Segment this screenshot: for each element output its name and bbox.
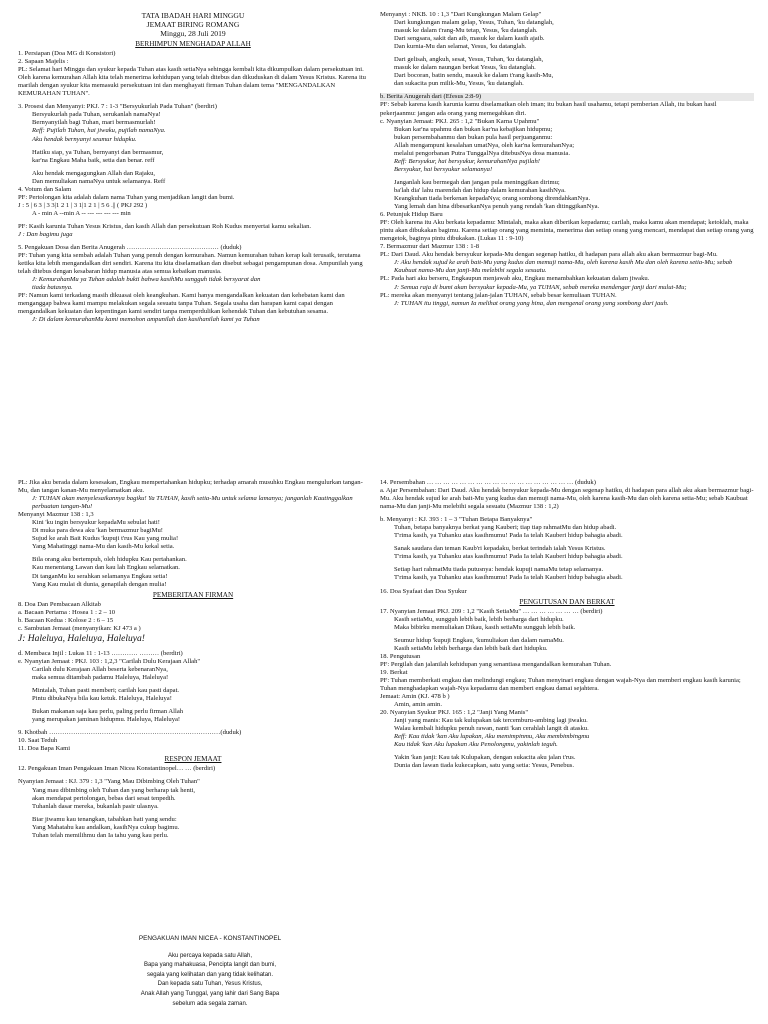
- hymn-line: Yang Mahatinggi nama-Mu dan kasih-Mu kekal setia.: [32, 543, 175, 551]
- liturgy-line: d. Membaca Injil : Lukas 11 : 1-13 ………… ……… (berdiri): [18, 649, 183, 657]
- liturgy-line: Nyanyian Jemaat : KJ. 379 : 1,3 "Yang Mau Dibimbing Oleh Tuhan": [18, 778, 200, 786]
- liturgy-paragraph: PL: Jika aku berada dalam kesesakan, Engkau mempertahankan hidupku; terhadap amarah musuhku Engkau mengulurkan tangan-Mu, dan tangan kanan-Mu menyelamatkan aku.: [18, 479, 363, 495]
- liturgy-paragraph: PF: Pertolongan kita adalah dalam nama Tuhan yang menjadikan langit dan bumi.: [18, 193, 235, 201]
- liturgy-paragraph: PF: Oleh karena itu Aku berkata kepadamu: Mintalah, maka akan diberikan kepadamu; carilah, maka kamu akan mendapat; ketoklah, maka pintu akan dibukakan bagimu. Karena setiap orang yang meminta, menerima dan setiap orang yang mencari, mendapat dan setiap orang yang mengetok, baginya pintu dibukakan. (Lukas 11 : 9-10): [380, 219, 754, 243]
- liturgy-paragraph: PF: Pergilah dan jalanilah kehidupan yang senantiasa mengandalkan kemurahan Tuhan.: [380, 660, 612, 668]
- section-heading: PENGUTUSAN DAN BERKAT: [519, 597, 615, 606]
- hymn-line: Setiap hari rahmatMu tiada putusnya: hendak kupuji namaMu tetap selamanya.: [394, 566, 604, 574]
- response-paragraph: J: TUHAN itu tinggi, namun Ia melihat orang yang hina, dan mengenal orang yang sombong dari jauh.: [394, 299, 669, 307]
- liturgy-line: c. Nyanyian Jemaat: PKJ. 265 : 1,2 "Bukan Karna Upahmu": [380, 117, 540, 125]
- liturgy-line: 20. Nyanyian Syukur PKJ. 165 : 1,2 "Janji Yang Manis": [380, 709, 529, 717]
- liturgy-line: 6. Petunjuk Hidup Baru: [380, 211, 443, 219]
- liturgy-line: 10. Saat Teduh: [18, 737, 58, 745]
- hymn-line: T'rima kasih, ya Tuhanku atas kasihmumu! Pada Ia telah Kauberi hidup bahagia abadi.: [394, 532, 623, 540]
- liturgy-part-one-body: [18, 40, 368, 325]
- hymn-line: Janji yang manis: Kau tak kulupakan tak tercemburu-ambing lagi jiwaku.: [394, 717, 588, 725]
- hymn-line: Dan kurnia-Mu dan selamat, Yesus, 'ku datanglah.: [394, 43, 527, 51]
- response-line: Reff: Bersyukur, hai bersyukur, kemurahanNya pujilah!: [394, 157, 540, 165]
- creed-line: Dan kepada satu Tuhan, Yesus Kristus,: [157, 981, 263, 988]
- liturgy-paragraph: PF: Tuhan yang kita sembah adalah Tuhan yang penuh dengan kemurahan. Namun kemurahan tuhan kerap kali terusaik, terutama ketika kita lebih mengandalkan diri sendiri. Karena itu kita diselamatkan dan disebut sebagai pengampunan dosa. Ampunilah yang telah ditebus dengan kesabaran hidup manusia atas semua kebaikan manusia.: [18, 252, 363, 276]
- liturgy-line: 3. Prosesi dan Menyanyi: PKJ. 7 : 1-3 "Bersyukurlah Pada Tuhan" (berdiri): [18, 103, 217, 111]
- hymn-line: Bukan makanan saja kau perlu, paling perlu firman Allah: [32, 708, 184, 716]
- hymn-line: Dari sengsara, sakit dan aib, masuk ke dalam kasih ajaib.: [394, 35, 545, 43]
- liturgy-line: J : 5 | 6 3 | 3 3|1 2 1 | 3 1|1 2 1 | 5 6 .|| ( PKJ 292 ): [18, 201, 148, 209]
- hymn-line: Yakin 'kan janji: Kau tak Kulupakan, dengan sukacita aku jalan t'rus.: [394, 754, 576, 762]
- liturgy-part-four: [380, 479, 754, 771]
- hymn-line: Dari kungkungan malam gelap, Yesus, Tuhan, 'ku datanglah,: [394, 19, 554, 27]
- section-heading: RESPON JEMAAT: [164, 755, 222, 764]
- hymn-line: bukan persembahanmu dan bukan pula hasil perjuanganmu:: [394, 133, 553, 141]
- hymn-line: Biar jiwamu kau tenangkan, tabahkan hati yang sendu:: [32, 815, 177, 823]
- hymn-line: Bersyukurlah pada Tuhan, serukanlah namaNya!: [32, 111, 161, 119]
- response-line: Reff: Pujilah Tuhan, hai jiwaku, pujilah namaNya.: [32, 127, 166, 135]
- hymn-line: Hatiku siap, ya Tuhan, bernyanyi dan bermasmur,: [32, 148, 164, 156]
- hymn-line: Walau kembali hidupku penuh rawan, nanti 'kan cerahlah langit di atasku.: [394, 725, 589, 733]
- liturgy-line: 4. Votum dan Salam: [18, 185, 72, 193]
- document-title: TATA IBADAH HARI MINGGU: [141, 11, 245, 20]
- liturgy-paragraph: PL: Pada hari aku berseru, Engkaupun menjawab aku, Engkau menambahkan kekuatan dalam jiwaku.: [380, 275, 650, 283]
- liturgy-paragraph: a. Ajar Persembahan: Dari Daud. Aku hendak bersyukur kepada-Mu dengan segenap hatiku, di hadapan para allah aku akan bermazmur bagi-Mu. Aku hendak sujud ke arah bait-Mu yang kudus dan memuji nama-Mu, oleh karena kasih-Mu dan oleh karena setia-Mu; sebab Kaubuat nama-Mu dan janji-Mu melebihi segala sesuatu (Mazmur 138 : 1,2): [380, 487, 754, 511]
- hymn-line: kar'na Engkau Maha baik, setia dan benar. reff: [32, 156, 155, 164]
- creed-line: Anak Allah yang Tunggal, yang lahir dari Sang Bapa: [140, 990, 280, 997]
- hymn-line: Aku hendak mengagungkan Allah dan Rajaku,: [32, 169, 156, 177]
- liturgy-line: b. Menyanyi : KJ. 393 : 1 – 3 "Tuhan Betapa Banyaknya": [380, 516, 533, 524]
- hymn-line: akan mendapat pertolongan, bebas dari sesat tenpedih.: [32, 794, 176, 802]
- creed-line: Bapa yang mahakuasa, Pencipta langit dan bumi,: [143, 962, 277, 969]
- liturgy-line: 12. Pengakuan Iman Pengakuan Iman Nicea Konstantinopel… … (berdiri): [18, 765, 216, 773]
- liturgy-line: Menyanyi Mazmur 138 : 1,3: [18, 511, 94, 519]
- response-line: J: Di dalam kemurahanMu kami memohon ampunilah dan kasihanilah kami ya Tuhan: [32, 316, 260, 324]
- hymn-line: dan sukacita pun milik-Mu, Yesus, 'ku datanglah.: [394, 80, 524, 88]
- hymn-line: Yang lemah dan hina dibesarkanNya penuh yang rendah 'kan ditinggikanNya.: [394, 203, 600, 211]
- hymn-line: Mintalah, Tuhan pasti memberi; carilah kau pasti dapat.: [32, 687, 180, 695]
- service-date: Minggu, 28 Juli 2019: [160, 29, 226, 38]
- liturgy-line: c. Sambutan Jemaat (menyanyikan: KJ 473 a ): [18, 624, 141, 632]
- liturgy-line: 9. Khotbah ……………………………………………………………………(duduk): [18, 729, 242, 737]
- church-name: JEMAAT BIRING ROMANG: [146, 20, 240, 29]
- nicene-creed-title: PENGAKUAN IMAN NICEA - KONSTANTINOPEL: [138, 935, 282, 942]
- response-line: Reff: Kau tidak 'kan Aku lupakan, Aku memimpinmu, Aku membimbingmu: [394, 733, 590, 741]
- hymn-line: Maka bibirku memuliakan Dikau, kasih setiaMu sungguh lebih baik.: [394, 623, 576, 631]
- liturgy-paragraph: PL: mereka akan menyanyi tentang jalan-jalan TUHAN, sebab besar kemuliaan TUHAN.: [380, 291, 617, 299]
- liturgy-paragraph: PF: Tuhan memberkati engkau dan melindungi engkau; Tuhan menyinari engkau dengan wajah-Nya dan memberi engkau kasih karunia; Tuhan menghadapkan wajah-Nya kepadamu dan memberi engkau damai sejahtera.: [380, 676, 741, 693]
- hymn-line: Di muka para dewa aku 'kan bermazmur bagiMu!: [32, 527, 163, 535]
- section-heading: PEMBERITAAN FIRMAN: [152, 590, 234, 599]
- liturgy-line: 7. Bermazmur dari Mazmur 138 : 1-8: [380, 243, 480, 251]
- liturgy-line: b. Berita Anugerah dari (Efesus 2:8-9): [380, 93, 754, 101]
- hymn-line: Dari bocoran, batin sendu, masuk ke dalam t'rang kasih-Mu,: [394, 72, 554, 80]
- liturgy-line: 18. Pengutusan: [380, 652, 421, 660]
- hymn-line: Keangkuhan tiada berkenan kepadaNya; orang sombong direndahkanNya.: [394, 194, 591, 202]
- hymn-line: Dunia dan lawan tiada kukecapkan, satu yang setia: Yesus, Penebus.: [394, 762, 575, 770]
- liturgy-paragraph: PF: Kasih karunia Tuhan Yesus Kristus, dan kasih Allah dan persekutuan Roh Kudus menyertai kamu sekalian.: [18, 222, 312, 230]
- hymn-line: Sujud ke arah Bait Kudus 'kupuji t'rus Kau yang mulia!: [32, 535, 179, 543]
- hymn-line: Kau menentang Lawan dan kau lah Engkau selamatkan.: [32, 564, 180, 572]
- response-line: tiada batasnya.: [32, 284, 73, 292]
- liturgy-line: b. Bacaan Kedua : Kolose 2 : 6 – 15: [18, 616, 114, 624]
- hymn-line: Kasih setiaMu lebih berharga dan lebih baik dari hidupku.: [394, 644, 548, 652]
- liturgy-paragraph: PF: Namun kami terkadang masih dikuasai oleh keangkuhan. Kami hanya mengandalkan kekuatan dan kehebatan kami dan menganggap bahwa kami mampu melakukan segala sesuatu tanpa Tuhan. Segala usaha dan harapan kami capai dengan mengandalkan kekuatan dan kepentingan kami sendiri tanpa memperdulikan kehendak Tuhan dan kebutuhan sesama.: [18, 292, 345, 316]
- liturgy-part-two: [380, 11, 754, 308]
- liturgy-line: 5. Pengakuan Dosa dan Berita Anugerah …………………………………… (duduk): [18, 244, 242, 252]
- hymn-line: Tuhanlah dasar mereka, bukanlah pasir ulasnya.: [32, 802, 159, 810]
- hymn-line: Yang Mahatahu kau andalkan, kasihNya cukup bagimu.: [32, 823, 180, 831]
- hymn-line: Pintu dibukaNya bila kau ketuk. Haleluya, Haleluya!: [32, 695, 172, 703]
- liturgy-line: 8. Doa Dan Pembacaan Alkitab: [18, 600, 101, 608]
- acclamation-line: J: Haleluya, Haleluya, Haleluya!: [18, 633, 145, 644]
- response-paragraph: J: Semua raja di bumi akan bersyukur kepada-Mu, ya TUHAN, sebab mereka mendengar janji dari mulut-Mu;: [394, 283, 687, 291]
- hymn-line: Sanak saudara dan teman Kaub'ri kepadaku, berkat terindah ialah Yesus Kristus.: [394, 545, 606, 553]
- nicene-creed: [60, 934, 360, 1009]
- hymn-line: Dan memuliakan namaNya untuk selamanya. Reff: [32, 177, 166, 185]
- liturgy-paragraph: PL: Selamat hari Minggu dan syukur kepada Tuhan atas kasih setiaNya sehingga kembali kita dikumpulkan dalam persekutuan ini. Oleh karena kemurahan Allah kita telah menerima kehidupan yang telah ditebus dan dikuduskan di dalam Yesus Kristus. Karena itu marilah dengan syukur kita memasuki persekutuan ini dan menghayati firman Tuhan dalam tema "MENGANDALKAN KEMURAHAN TUHAN".: [18, 66, 366, 98]
- hymn-line: Carilah dulu Kerajaan Allah beserta kebenaranNya,: [32, 665, 168, 673]
- liturgy-line: 14. Persembahan … … … … … … … … … … … … … … … … … … (duduk): [380, 479, 596, 486]
- liturgy-line: Jemaat: Amin (KJ. 478 b ): [380, 693, 450, 701]
- response-line: Bersyukur, hai bersyukur selamanya!: [394, 165, 493, 173]
- response-paragraph: J: TUHAN akan menyelesaikannya bagiku! Ya TUHAN, kasih setia-Mu untuk selama lamanya; janganlah Kautinggalkan perbuatan tangan-Mu!: [32, 495, 353, 511]
- liturgy-line: 17. Nyanyian Jemaat PKJ. 209 : 1,2 "Kasih SetiaMu" … … … … … … … (berdiri): [380, 607, 603, 615]
- hymn-line: Tuhan, betapa banyaknya berkat yang Kauberi; tiap tiap rahmatMu dan hidup abadi.: [394, 524, 617, 532]
- hymn-line: T'rima kasih, ya Tuhanku atas kasihmumu! Pada Ia telah Kauberi hidup bahagia abadi.: [394, 574, 623, 582]
- hymn-line: masuk ke dalam naungan berkat Yesus, 'ku datanglah.: [394, 64, 536, 72]
- liturgy-line: 16. Doa Syafaat dan Doa Syukur: [380, 587, 467, 595]
- response-line: J : Dan bagimu juga: [18, 230, 73, 238]
- liturgy-line: a. Bacaan Pertama : Hosea 1 : 2 – 10: [18, 608, 116, 616]
- hymn-line: A - min A --min A -- --- --- --- --- min: [32, 209, 131, 217]
- liturgy-line: 11. Doa Bapa Kami: [18, 745, 71, 753]
- hymn-line: T'rima kasih, ya Tuhanku atas kasihmumu! Pada Ia telah Kauberi hidup bahagia abadi.: [394, 553, 623, 561]
- response-line: Aku hendak bernyanyi seumur hidupku.: [32, 135, 137, 143]
- liturgy-line: 1. Persiapan (Doa MG di Konsistori): [18, 50, 116, 58]
- liturgy-line: e. Nyanyian Jemaat : PKJ. 103 : 1,2,3 "Carilah Dulu Kerajaan Allah": [18, 657, 201, 665]
- liturgy-part-one: [18, 11, 368, 325]
- creed-line: segala yang kelihatan dan yang tidak kelihatan.: [146, 971, 274, 978]
- hymn-line: Bila orang aku bertempuh, oleh hidupku Kau pertahankan.: [32, 556, 187, 564]
- response-line: Kau tidak 'kan Aku lupakan Aku Penolongmu, yakinlah teguh.: [394, 741, 558, 749]
- hymn-line: ba'lah dia' lahu marendah dan hidup dalam kemurahan kasihNya.: [394, 186, 566, 194]
- hymn-line: Janganlah kau bermegah dan jangan pula meninggikan dirimu;: [394, 178, 560, 186]
- hymn-line: Yang Kau mulai di dunia, genapilah dengan mulia!: [32, 580, 167, 588]
- response-paragraph: J: Aku hendak sujud ke arah bait-Mu yang kudus dan memuji nama-Mu, oleh karena kasih Mu dan oleh karena setia-Mu; sebab Kaubuat nama-Mu dan janji-Mu melebihi segala sesuatu.: [394, 259, 733, 275]
- hymn-line: Yang mau dibimbing oleh Tuhan dan yang berharap tak henti,: [32, 786, 196, 794]
- hymn-line: Bukan kar'na upahmu dan bukan kar'na kebajikan hidupmu;: [394, 125, 553, 133]
- liturgy-paragraph: PL: Dari Daud. Aku hendak bersyukur kepada-Mu dengan segenap hatiku, di hadapan para allah aku akan bermazmur bagi-Mu.: [380, 251, 718, 259]
- liturgy-line: 19. Berkat: [380, 668, 408, 676]
- liturgy-line: Menyanyi : NKB. 10 : 1,3 "Dari Kungkungan Malam Gelap": [380, 11, 542, 18]
- liturgy-paragraph: PF: Sebab karena kasih karunia kamu diselamatkan oleh iman; itu bukan hasil usahamu, tetapi pemberian Allah, itu bukan hasil pekerjaanmu: jangan ada orang yang memegahkan diri.: [380, 101, 717, 117]
- hymn-line: Allah mengampuni kesalahan umatNya, oleh kar'na kemurahanNya;: [394, 141, 575, 149]
- creed-line: sebelum ada segala zaman.: [172, 1000, 248, 1007]
- hymn-line: Kasih setiaMu, sungguh lebih baik, lebih berharga dari hidupku.: [394, 615, 564, 623]
- hymn-line: Bernyanyilah bagi Tuhan, mari bermasmurlah!: [32, 119, 156, 127]
- hymn-line: masuk ke dalam t'rang-Mu tetap, Yesus, 'ku datanglah.: [394, 27, 538, 35]
- liturgy-part-three: [18, 479, 368, 840]
- hymn-line: Amin, amin amin.: [394, 701, 442, 709]
- hymn-line: yang merupakan jaminan hidupmu. Haleluya, Haleluya!: [32, 716, 181, 724]
- creed-line: Aku percaya kepada satu Allah,: [167, 952, 253, 959]
- response-line: J: KemurahanMu ya Tuhan adalah bukti bahwa kasihMu sungguh tidak bersyarat dan: [32, 276, 261, 284]
- hymn-line: maka semua ditambah padamu Haleluya, Haleluya!: [32, 673, 169, 681]
- hymn-line: Di tanganMu ku serahkan selamanya Engkau setia!: [32, 572, 168, 580]
- liturgy-line: 2. Sapaan Majelis :: [18, 58, 69, 66]
- hymn-line: Seumur hidup 'kupuji Engkau, 'kumuliakan dan dalam namaMu.: [394, 636, 564, 644]
- hymn-line: melalui pengorbanan Putra TunggalNya ditebusNya dosa manusia.: [394, 149, 570, 157]
- hymn-line: Dari gelisah, angkuh, sesat, Yesus, Tuhan, 'ku datanglah,: [394, 56, 544, 64]
- hymn-line: Kini 'ku ingin bersyukur kepadaMu sebulat hati!: [32, 519, 160, 527]
- section-heading: BERHIMPUN MENGHADAP ALLAH: [135, 40, 251, 48]
- hymn-line: Tuhan telah memilihmu dan Ia tahu yang kau perlu.: [32, 831, 169, 839]
